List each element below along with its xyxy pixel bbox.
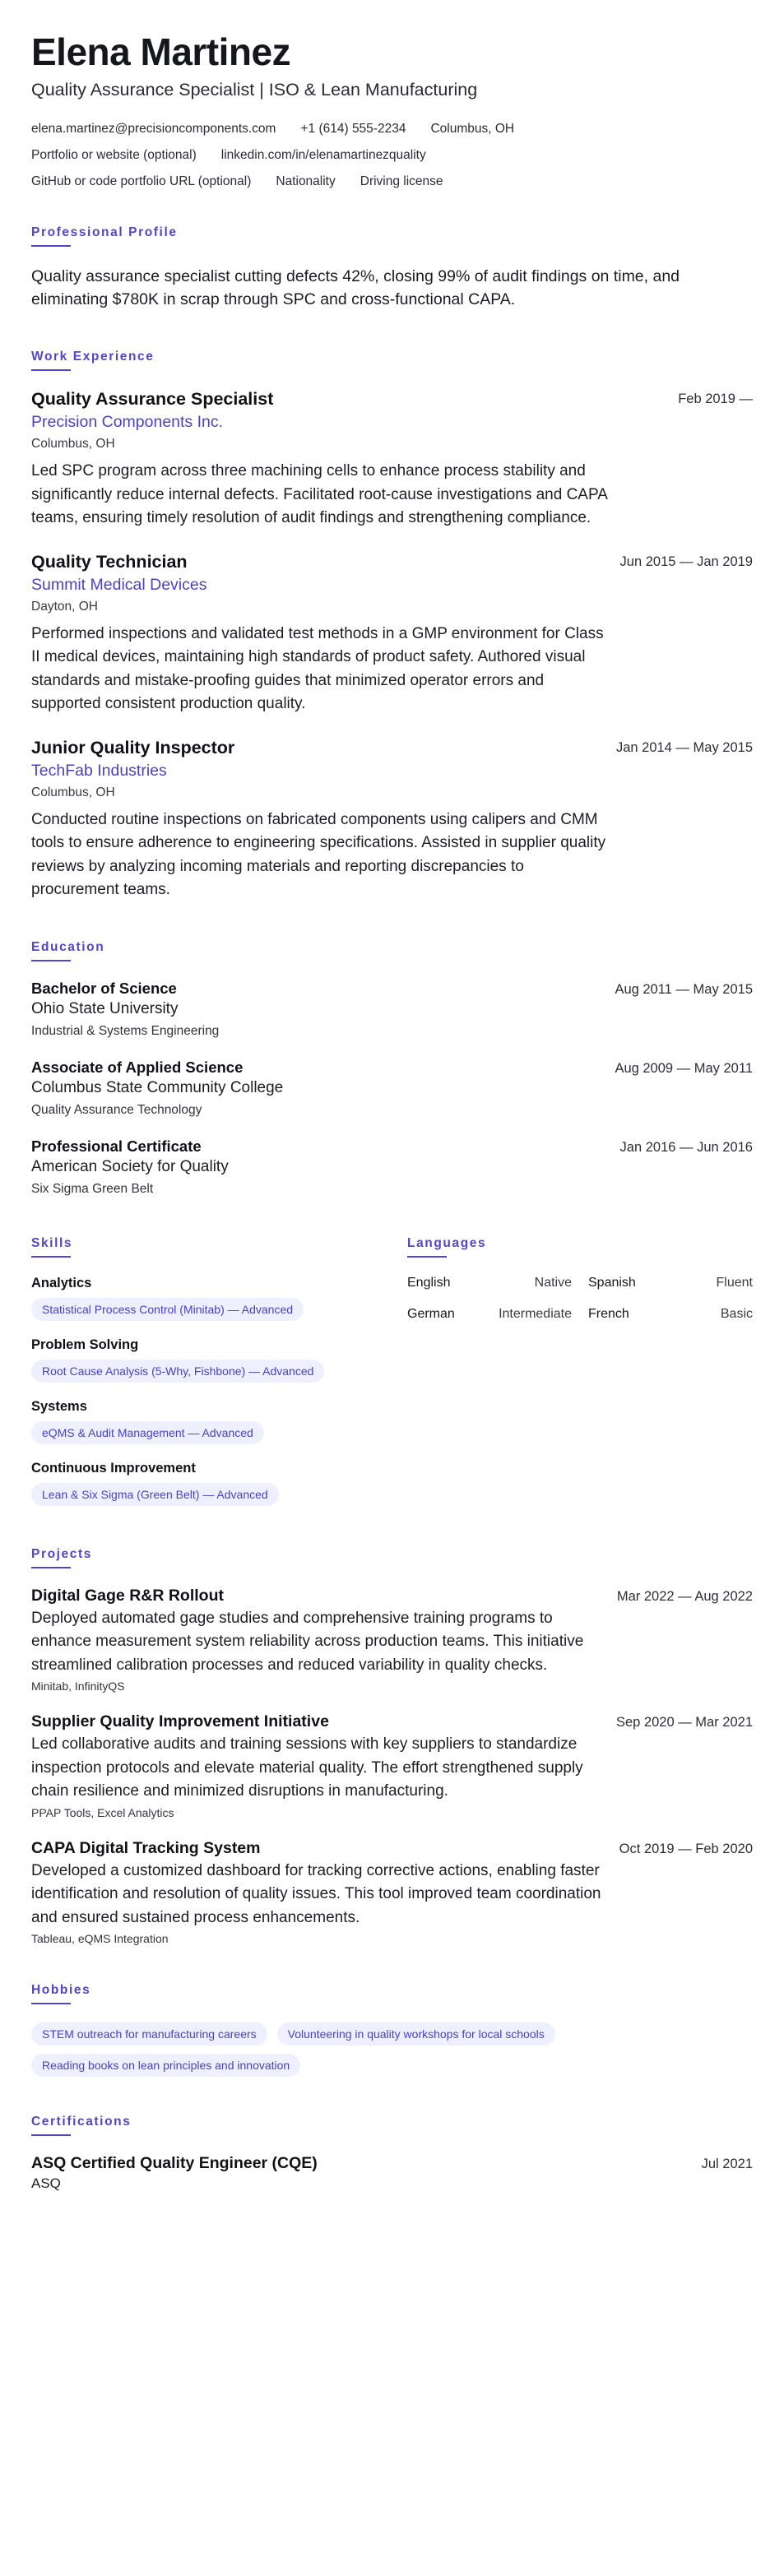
- skill-group: [31, 1399, 407, 1461]
- language-level: Native: [534, 1275, 572, 1290]
- contact-location: Columbus, OH: [430, 121, 515, 136]
- contact-row-3: [31, 174, 753, 189]
- job-dates: Jan 2014 — May 2015: [615, 739, 753, 755]
- job-location: Dayton, OH: [31, 599, 98, 614]
- section-title-profile: Professional Profile: [31, 225, 753, 247]
- experience-entry: [31, 738, 753, 902]
- language-name: English: [407, 1275, 451, 1290]
- education-entry: [31, 980, 753, 1039]
- language-level: Basic: [720, 1306, 753, 1321]
- language-name: German: [407, 1306, 455, 1321]
- education-entry: [31, 1137, 753, 1197]
- profile-summary: Quality assurance specialist cutting defects 42%, closing 99% of audit findings on time, and eliminating $780K in scrap through SPC and cross-functional CAPA.: [31, 266, 680, 309]
- contact-phone[interactable]: +1 (614) 555-2234: [300, 121, 406, 136]
- project-title: Supplier Quality Improvement Initiative: [31, 1712, 329, 1731]
- degree: Associate of Applied Science: [31, 1058, 244, 1076]
- company-name: Summit Medical Devices: [31, 575, 207, 594]
- section-title-hobbies: Hobbies: [31, 1983, 753, 2004]
- hobbies-section: [31, 1983, 753, 2077]
- education-dates: Jan 2016 — Jun 2016: [619, 1139, 753, 1155]
- language-item: [407, 1307, 572, 1322]
- section-title-skills: Skills: [31, 1236, 407, 1258]
- project-description: Led collaborative audits and training sessions with key suppliers to standardize inspection protocols and elevate material quality. The effort strengthened supply chain resilience and minimized disruptions in manufacturing.: [31, 1735, 583, 1800]
- skills-section: [31, 1236, 407, 1522]
- education-dates: Aug 2009 — May 2011: [615, 1060, 753, 1076]
- project-entry: [31, 1587, 753, 1693]
- contact-row-2: [31, 148, 753, 163]
- project-dates: Oct 2019 — Feb 2020: [619, 1841, 753, 1856]
- languages-grid: [407, 1276, 753, 1322]
- hobby-tag: STEM outreach for manufacturing careers: [31, 2022, 267, 2046]
- project-description: Developed a customized dashboard for tracking corrective actions, enabling faster identification and resolution of quality issues. This tool improved team coordination and ensured sustained process enhancements.: [31, 1861, 601, 1926]
- skill-category: Problem Solving: [31, 1337, 139, 1352]
- job-description: Led SPC program across three machining cells to enhance process stability and significantly reduce internal defects. Facilitated root-cause investigations and CAPA teams, ensuring timely resolution of audit findings and strengthening compliance.: [31, 462, 607, 527]
- skills-languages-row: [31, 1236, 753, 1522]
- school-name: American Society for Quality: [31, 1157, 229, 1175]
- field-of-study: Industrial & Systems Engineering: [31, 1023, 220, 1038]
- contact-row-1: [31, 122, 753, 137]
- languages-section: [407, 1236, 753, 1522]
- degree: Professional Certificate: [31, 1137, 202, 1155]
- project-tools: Tableau, eQMS Integration: [31, 1932, 169, 1946]
- project-dates: Sep 2020 — Mar 2021: [615, 1715, 753, 1730]
- profile-section: [31, 225, 753, 313]
- skill-tag: eQMS & Audit Management — Advanced: [31, 1421, 264, 1444]
- school-name: Ohio State University: [31, 999, 179, 1017]
- language-item: [588, 1276, 753, 1290]
- certification-name: ASQ Certified Quality Engineer (CQE): [31, 2154, 318, 2173]
- contact-nationality: Nationality: [276, 174, 336, 188]
- project-description: Deployed automated gage studies and comprehensive training programs to enhance measurement system reliability across production teams. This initiative streamlined calibration processes and reduced variability in quality checks.: [31, 1609, 584, 1674]
- education-dates: Aug 2011 — May 2015: [615, 981, 753, 997]
- project-tools: Minitab, InfinityQS: [31, 1679, 125, 1693]
- job-dates: Jun 2015 — Jan 2019: [619, 554, 753, 569]
- skill-tag: Root Cause Analysis (5-Why, Fishbone) — Advanced: [31, 1360, 324, 1383]
- contact-github[interactable]: GitHub or code portfolio URL (optional): [31, 174, 252, 188]
- certification-entry: [31, 2154, 753, 2192]
- skill-category: Analytics: [31, 1275, 92, 1290]
- degree: Bachelor of Science: [31, 979, 177, 997]
- project-dates: Mar 2022 — Aug 2022: [616, 1588, 753, 1604]
- project-title: Digital Gage R&R Rollout: [31, 1586, 224, 1605]
- project-entry: [31, 1712, 753, 1819]
- section-title-languages: Languages: [407, 1236, 753, 1258]
- candidate-headline: Quality Assurance Specialist | ISO & Lean Manufacturing: [31, 79, 478, 100]
- job-description: Conducted routine inspections on fabricated components using calipers and CMM tools to ensure adherence to engineering specifications. Assisted in supplier quality reviews by analyzing incoming materials and reporting discrepancies to procurement teams.: [31, 810, 606, 899]
- contact-portfolio[interactable]: Portfolio or website (optional): [31, 147, 197, 162]
- language-item: [588, 1307, 753, 1322]
- company-name: TechFab Industries: [31, 761, 167, 780]
- hobby-tag: Reading books on lean principles and innovation: [31, 2054, 300, 2077]
- section-title-experience: Work Experience: [31, 350, 753, 371]
- section-title-projects: Projects: [31, 1547, 753, 1568]
- contact-email[interactable]: elena.martinez@precisioncomponents.com: [31, 121, 276, 136]
- experience-entry: [31, 552, 753, 716]
- contact-license: Driving license: [360, 174, 443, 188]
- resume-header: [31, 31, 753, 189]
- job-dates: Feb 2019 —: [678, 391, 753, 407]
- projects-section: [31, 1547, 753, 1946]
- skill-group: [31, 1276, 407, 1337]
- job-title: Quality Technician: [31, 551, 188, 572]
- certification-issuer: ASQ: [31, 2175, 61, 2192]
- school-name: Columbus State Community College: [31, 1078, 284, 1096]
- project-title: CAPA Digital Tracking System: [31, 1838, 261, 1857]
- experience-section: [31, 350, 753, 902]
- project-tools: PPAP Tools, Excel Analytics: [31, 1805, 174, 1819]
- candidate-name: Elena Martinez: [31, 30, 291, 73]
- job-description: Performed inspections and validated test methods in a GMP environment for Class II medical devices, maintaining high standards of product safety. Authored visual standards and mistake-proofing guides that minimized operator errors and supported consistent production quality.: [31, 624, 604, 713]
- skill-group: [31, 1461, 407, 1522]
- experience-entry: [31, 389, 753, 530]
- skill-category: Continuous Improvement: [31, 1460, 196, 1476]
- language-level: Intermediate: [499, 1306, 572, 1321]
- certification-date: Jul 2021: [701, 2157, 753, 2172]
- field-of-study: Six Sigma Green Belt: [31, 1181, 154, 1196]
- education-section: [31, 940, 753, 1197]
- job-location: Columbus, OH: [31, 437, 115, 452]
- field-of-study: Quality Assurance Technology: [31, 1102, 202, 1117]
- project-entry: [31, 1839, 753, 1946]
- skill-tag: Statistical Process Control (Minitab) — Advanced: [31, 1298, 304, 1321]
- company-name: Precision Components Inc.: [31, 413, 224, 432]
- section-title-certifications: Certifications: [31, 2115, 753, 2136]
- language-name: Spanish: [588, 1275, 636, 1290]
- hobby-list: [31, 2022, 753, 2077]
- skill-tag: Lean & Six Sigma (Green Belt) — Advanced: [31, 1483, 279, 1506]
- language-level: Fluent: [716, 1275, 753, 1290]
- skill-group: [31, 1337, 407, 1399]
- language-name: French: [588, 1306, 629, 1321]
- hobby-tag: Volunteering in quality workshops for local schools: [277, 2022, 555, 2046]
- job-location: Columbus, OH: [31, 785, 115, 799]
- skill-category: Systems: [31, 1398, 87, 1414]
- certifications-section: [31, 2115, 753, 2192]
- job-title: Quality Assurance Specialist: [31, 389, 274, 410]
- education-entry: [31, 1059, 753, 1118]
- job-title: Junior Quality Inspector: [31, 737, 235, 758]
- language-item: [407, 1276, 572, 1290]
- contact-linkedin[interactable]: linkedin.com/in/elenamartinezquality: [220, 147, 426, 162]
- section-title-education: Education: [31, 940, 753, 961]
